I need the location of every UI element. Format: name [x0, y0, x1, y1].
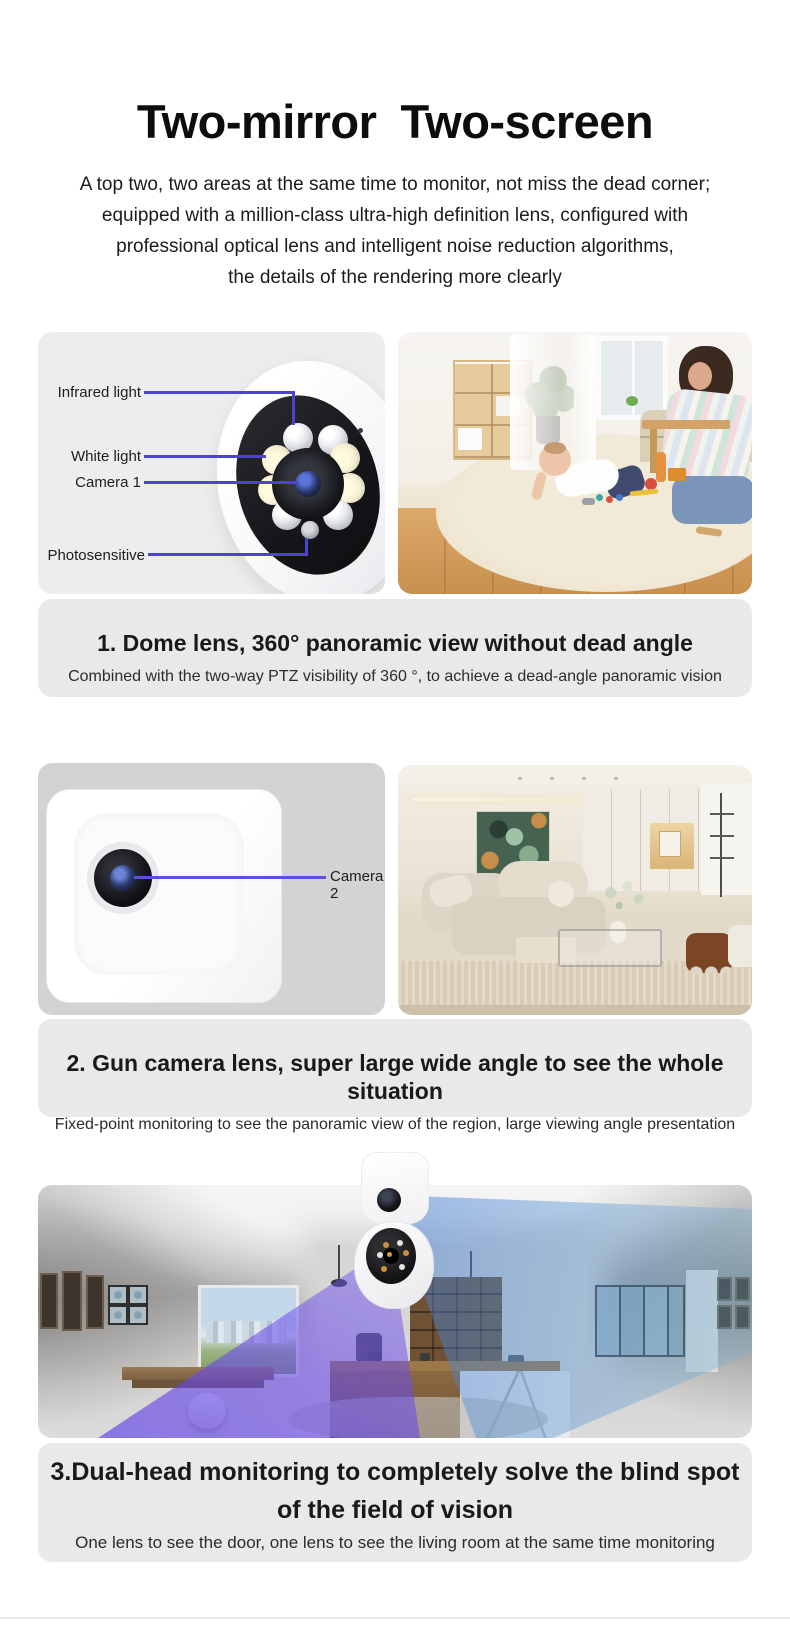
storage-box: [458, 428, 482, 450]
label-camera-2: Camera 2: [330, 868, 384, 902]
page-title: [0, 94, 790, 149]
desk-item: [420, 1353, 430, 1361]
bolster-cushion: [548, 881, 574, 907]
caption1-subtitle: Combined with the two-way PTZ visibility of 360 °, to achieve a dead-angle panoramic vision: [68, 668, 722, 685]
toy: [656, 452, 666, 482]
picture-frame: [128, 1305, 148, 1325]
picture-frame: [40, 1273, 58, 1329]
dome-led-icon: [399, 1264, 405, 1270]
gun-lens-icon: [377, 1188, 401, 1212]
shelf-arm: [710, 857, 734, 859]
dual-camera-gun-head: [361, 1152, 429, 1224]
toy: [616, 494, 623, 501]
intro-line-4: the details of the rendering more clearly: [228, 267, 562, 288]
caption3-title-line2: of the field of vision: [276, 1496, 514, 1524]
caption1-title: 1. Dome lens, 360° panoramic view without dead angle: [97, 630, 693, 656]
baby-hair: [544, 442, 566, 454]
label-infrared-light: Infrared light: [57, 384, 141, 401]
caption2-subtitle: Fixed-point monitoring to see the panoramic view of the region, large viewing angle presentation: [54, 1116, 736, 1133]
infrared-label-line: [144, 391, 295, 394]
intro-line-1: A top two, two areas at the same time to monitor, not miss the dead corner;: [79, 174, 711, 195]
camera1-lens-iris: [295, 471, 321, 497]
title-part-1: Two-mirror: [136, 95, 377, 148]
living-room-photo: [398, 765, 752, 1015]
picture-frame: [86, 1275, 104, 1329]
title-part-2: Two-screen: [400, 95, 654, 148]
caption3-subtitle: One lens to see the door, one lens to see the living room at the same time monitoring: [75, 1533, 715, 1552]
label-photosensitive: Photosensitive: [47, 547, 145, 564]
mother-jeans: [672, 476, 752, 524]
shelf-arm: [710, 813, 734, 815]
dome-led-icon: [403, 1250, 409, 1256]
picture-frame: [108, 1285, 128, 1305]
baby-room-photo: [398, 332, 752, 594]
dome-led-icon: [397, 1240, 403, 1246]
toy: [582, 498, 595, 505]
sill-plant: [626, 396, 638, 406]
caption2-title: 2. Gun camera lens, super large wide angle to see the whole situation: [66, 1050, 724, 1104]
toy: [668, 468, 686, 481]
infrared-label-line: [292, 391, 295, 425]
picture-frame: [108, 1305, 128, 1325]
window: [596, 336, 668, 420]
camera2-label-line: [134, 876, 326, 879]
caption3-title-line1: 3.Dual-head monitoring to completely solve the blind spot: [50, 1458, 740, 1486]
shelf-pole: [720, 793, 722, 897]
caption3-title: [38, 1453, 752, 1529]
camera2-closeup-panel: [38, 763, 385, 1015]
camera2-lens-iris: [110, 865, 136, 891]
window-area: [701, 783, 752, 895]
wood-table: [642, 420, 730, 429]
ceiling-light: [582, 777, 586, 780]
brown-stool: [686, 933, 732, 973]
label-white-light: White light: [70, 448, 141, 465]
camera1-closeup-panel: [38, 332, 385, 594]
caption-gun-lens: [38, 1019, 752, 1133]
intro-line-2: equipped with a million-class ultra-high definition lens, configured with: [101, 205, 689, 226]
caption-dome-lens: [38, 599, 752, 697]
shelf-arm: [710, 835, 734, 837]
camera1-label-line: [144, 481, 298, 484]
toy: [606, 496, 613, 503]
camera1-lens-icon: [272, 448, 344, 520]
photosensitive-label-line: [305, 538, 308, 556]
ceiling-light: [518, 777, 522, 780]
photosensor-icon: [301, 521, 319, 539]
intro-paragraph: [0, 169, 790, 293]
ceiling-light: [550, 777, 554, 780]
mother-face: [688, 362, 712, 390]
ceiling-light: [614, 777, 618, 780]
dome-led-icon: [383, 1242, 389, 1248]
white-light-label-line: [144, 455, 266, 458]
label-camera-1: Camera 1: [75, 474, 141, 491]
caption-dual-head: [38, 1443, 752, 1562]
floor: [398, 1005, 752, 1015]
mic-hole-icon: [358, 428, 363, 433]
dome-lens-icon: [383, 1248, 399, 1264]
picture-frame: [128, 1285, 148, 1305]
pendant-lamp: [338, 1245, 340, 1281]
intro-line-3: professional optical lens and intelligent noise reduction algorithms,: [116, 236, 674, 257]
ottoman: [728, 925, 752, 967]
photosensitive-label-line: [148, 553, 308, 556]
display-niche: [650, 823, 694, 869]
bottom-divider: [0, 1617, 790, 1619]
picture-frame: [62, 1271, 82, 1331]
glass-coffee-table: [558, 929, 662, 967]
toy: [596, 494, 603, 501]
dome-led-icon: [381, 1266, 387, 1272]
